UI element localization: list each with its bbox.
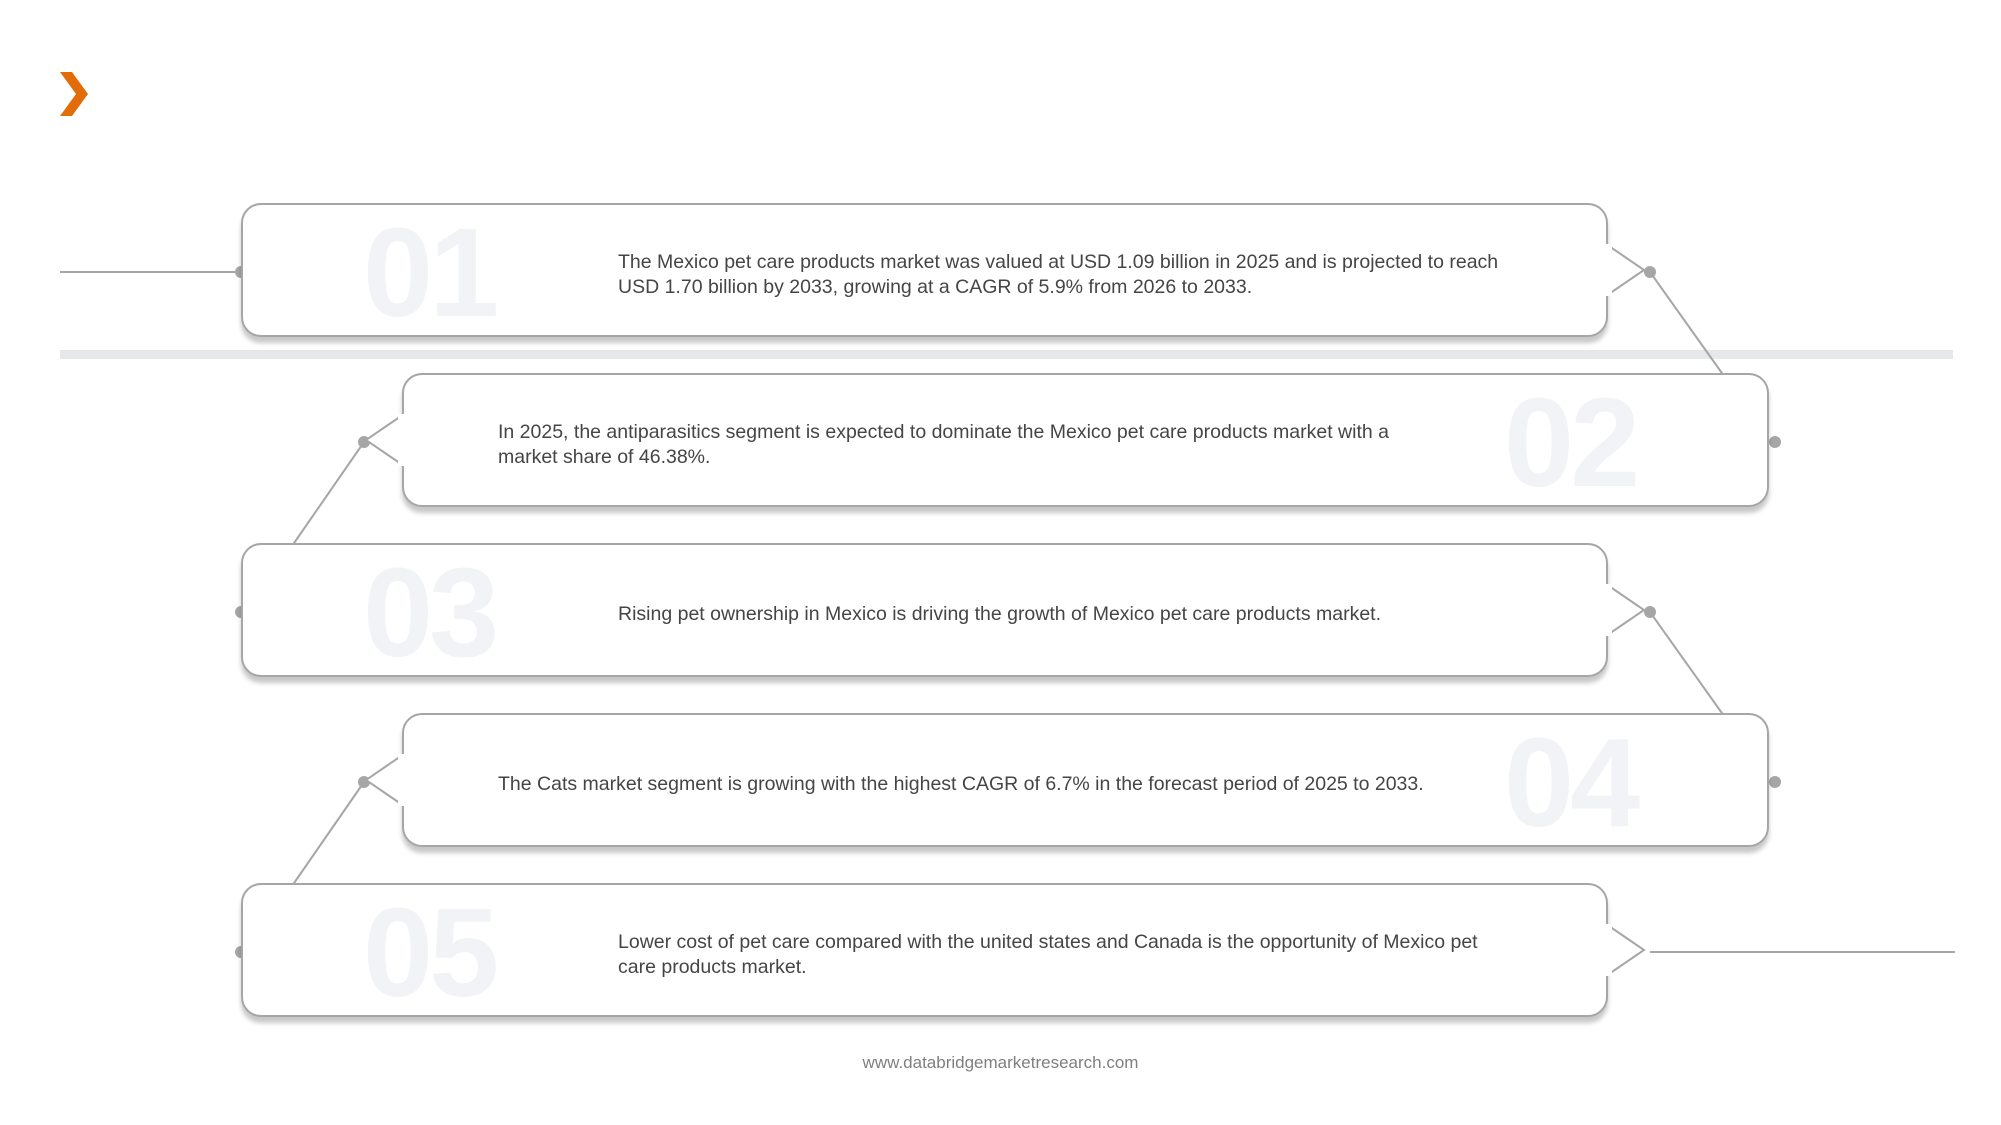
info-card-05 (241, 882, 1608, 1023)
card-number: 01 (363, 202, 496, 343)
pointer-tab-icon (364, 412, 404, 468)
card-text: Lower cost of pet care compared with the united states and Canada is the opportunity of Mexico pet care products market. (618, 931, 1478, 978)
card-text: In 2025, the antiparasitics segment is expected to dominate the Mexico pet care products market with a market share of 46.38%. (498, 421, 1389, 468)
pointer-tab-icon (1606, 242, 1646, 298)
card-number: 03 (363, 542, 496, 683)
pointer-tab-icon (1606, 922, 1646, 978)
info-card-01 (241, 202, 1608, 343)
card-text: Rising pet ownership in Mexico is driving the growth of Mexico pet care products market. (618, 603, 1382, 625)
info-card-04 (402, 712, 1769, 853)
footer-url: www.databridgemarketresearch.com (862, 1053, 1139, 1072)
card-text: The Cats market segment is growing with the highest CAGR of 6.7% in the forecast period of 2025 to 2033. (498, 773, 1424, 795)
pointer-tab-icon (364, 752, 404, 808)
pointer-tab-icon (1606, 582, 1646, 638)
info-card-03 (241, 542, 1608, 683)
card-number: 04 (1504, 712, 1637, 853)
card-number: 05 (363, 882, 496, 1023)
card-number: 02 (1504, 372, 1637, 513)
card-text: The Mexico pet care products market was valued at USD 1.09 billion in 2025 and is projected to reach USD 1.70 billion by 2033, growing at a CAGR of 5.9% from 2026 to 2033. (618, 251, 1499, 298)
info-card-02 (402, 372, 1769, 513)
